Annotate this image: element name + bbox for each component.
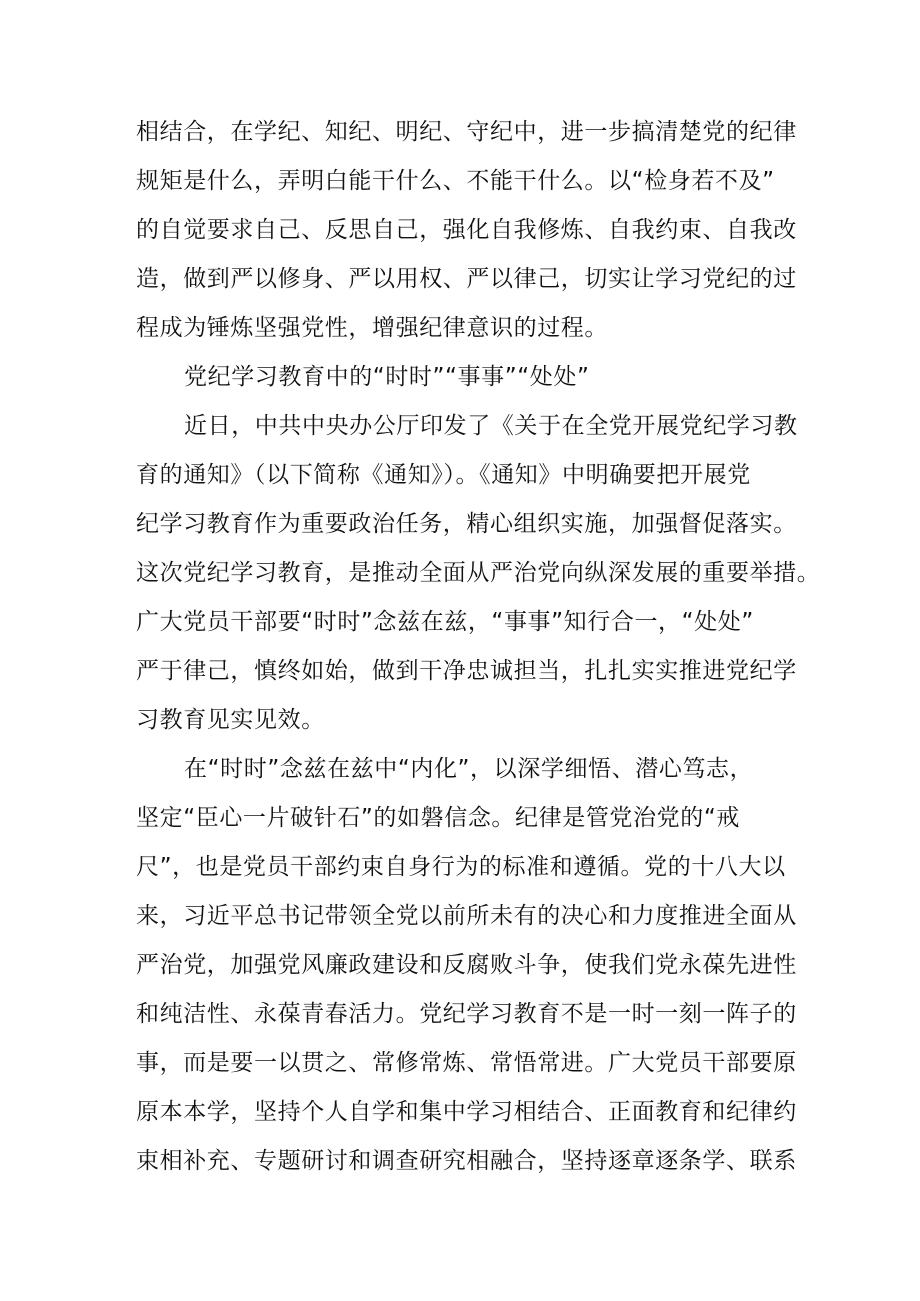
text-line: 尺”，也是党员干部约束自身行为的标准和遵循。党的十八大以 [136, 854, 786, 880]
text-line: 的自觉要求自己、反思自己，强化自我修炼、自我约束、自我改 [136, 217, 797, 243]
text-line: 广大党员干部要“时时”念兹在兹，“事事”知行合一，“处处” [136, 609, 754, 635]
text-line: 相结合，在学纪、知纪、明纪、守纪中，进一步搞清楚党的纪律 [136, 119, 797, 145]
text-line: 程成为锤炼坚强党性，增强纪律意识的过程。 [136, 315, 608, 341]
section-heading: 党纪学习教育中的“时时”“事事”“处处” [184, 364, 590, 390]
text-line: 造，做到严以修身、严以用权、严以律己，切实让学习党纪的过 [136, 266, 797, 292]
text-line: 原本本学，坚持个人自学和集中学习相结合、正面教育和纪律约 [136, 1099, 797, 1125]
text-line: 育的通知》（以下简称《通知》）。《通知》中明确要把开展党 [136, 462, 751, 488]
text-line: 严于律己，慎终如始，做到干净忠诚担当，扎扎实实推进党纪学 [136, 658, 797, 684]
text-line: 规矩是什么，弄明白能干什么、不能干什么。以“检身若不及” [136, 168, 775, 194]
text-line: 纪学习教育作为重要政治任务，精心组织实施，加强督促落实。 [136, 511, 797, 537]
text-line: 束相补充、专题研讨和调查研究相融合，坚持逐章逐条学、联系 [136, 1148, 797, 1174]
text-line: 来，习近平总书记带领全党以前所未有的决心和力度推进全面从 [136, 903, 797, 929]
text-line: 习教育见实见效。 [136, 707, 325, 733]
text-line: 和纯洁性、永葆青春活力。党纪学习教育不是一时一刻一阵子的 [136, 1001, 797, 1027]
text-line: 在“时时”念兹在兹中“内化”，以深学细悟、潜心笃志， [184, 756, 754, 782]
text-line: 近日，中共中央办公厅印发了《关于在全党开展党纪学习教 [184, 413, 798, 439]
text-line: 事，而是要一以贯之、常修常炼、常悟常进。广大党员干部要原 [136, 1050, 797, 1076]
text-line: 坚定“臣心一片破针石”的如磐信念。纪律是管党治党的“戒 [136, 805, 740, 831]
text-line: 这次党纪学习教育，是推动全面从严治党向纵深发展的重要举措。 [136, 560, 821, 586]
text-line: 严治党，加强党风廉政建设和反腐败斗争，使我们党永葆先进性 [136, 952, 797, 978]
